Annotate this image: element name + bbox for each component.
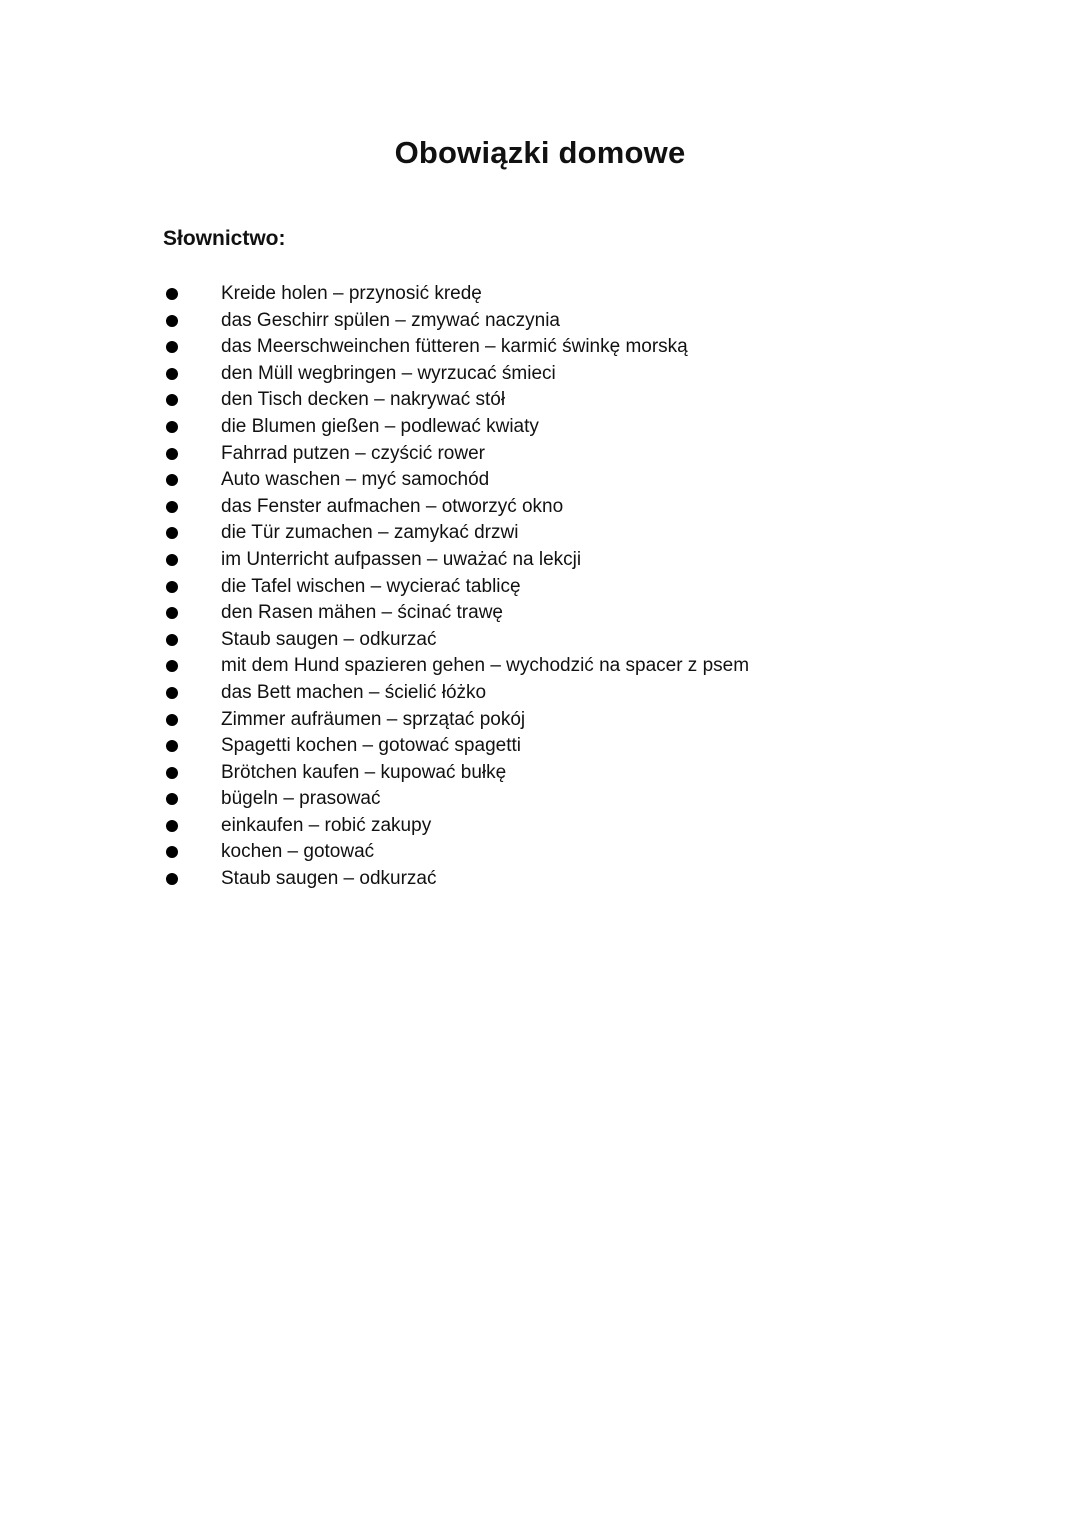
section-heading-vocabulary: Słownictwo: xyxy=(163,227,286,250)
list-item xyxy=(0,813,1080,840)
list-item xyxy=(0,600,1080,627)
bullet-icon xyxy=(166,421,178,433)
bullet-icon xyxy=(166,581,178,593)
vocabulary-entry: Zimmer aufräumen – sprzątać pokój xyxy=(221,708,526,730)
page-title: Obowiązki domowe xyxy=(394,135,686,170)
vocabulary-entry: Auto waschen – myć samochód xyxy=(221,469,490,491)
vocabulary-entry: bügeln – prasować xyxy=(221,788,381,810)
list-item xyxy=(0,786,1080,813)
list-item xyxy=(0,334,1080,361)
list-item xyxy=(0,494,1080,521)
bullet-icon xyxy=(166,660,178,672)
bullet-icon xyxy=(166,288,178,300)
vocabulary-entry: im Unterricht aufpassen – uważać na lekcji xyxy=(221,548,582,570)
bullet-icon xyxy=(166,687,178,699)
list-item xyxy=(0,547,1080,574)
list-item xyxy=(0,308,1080,335)
list-item xyxy=(0,281,1080,308)
list-item xyxy=(0,653,1080,680)
list-item xyxy=(0,733,1080,760)
vocabulary-list xyxy=(0,281,1080,893)
bullet-icon xyxy=(166,793,178,805)
bullet-icon xyxy=(166,820,178,832)
vocabulary-entry: den Tisch decken – nakrywać stół xyxy=(221,389,506,411)
list-item xyxy=(0,707,1080,734)
list-item xyxy=(0,866,1080,893)
vocabulary-entry: Staub saugen – odkurzać xyxy=(221,868,437,890)
vocabulary-entry: Kreide holen – przynosić kredę xyxy=(221,283,482,304)
list-item xyxy=(0,414,1080,441)
vocabulary-entry: die Tafel wischen – wycierać tablicę xyxy=(221,575,521,597)
vocabulary-entry: einkaufen – robić zakupy xyxy=(221,814,432,836)
vocabulary-entry: Spagetti kochen – gotować spagetti xyxy=(221,735,521,757)
vocabulary-entry: den Rasen mähen – ścinać trawę xyxy=(221,602,503,624)
vocabulary-entry: das Meerschweinchen fütteren – karmić świnkę morską xyxy=(221,336,688,358)
list-item xyxy=(0,839,1080,866)
bullet-icon xyxy=(166,527,178,539)
list-item xyxy=(0,680,1080,707)
vocabulary-entry: die Tür zumachen – zamykać drzwi xyxy=(221,522,519,544)
list-item xyxy=(0,760,1080,787)
vocabulary-entry: kochen – gotować xyxy=(221,841,375,863)
vocabulary-entry: Fahrrad putzen – czyścić rower xyxy=(221,442,485,464)
vocabulary-entry: das Geschirr spülen – zmywać naczynia xyxy=(221,309,560,331)
list-item xyxy=(0,627,1080,654)
bullet-icon xyxy=(166,873,178,885)
bullet-icon xyxy=(166,315,178,327)
vocabulary-entry: den Müll wegbringen – wyrzucać śmieci xyxy=(221,362,556,384)
bullet-icon xyxy=(166,607,178,619)
vocabulary-entry: die Blumen gießen – podlewać kwiaty xyxy=(221,415,539,437)
bullet-icon xyxy=(166,341,178,353)
vocabulary-entry: das Fenster aufmachen – otworzyć okno xyxy=(221,495,564,517)
list-item xyxy=(0,361,1080,388)
list-item xyxy=(0,574,1080,601)
bullet-icon xyxy=(166,767,178,779)
bullet-icon xyxy=(166,634,178,646)
list-item xyxy=(0,387,1080,414)
bullet-icon xyxy=(166,501,178,513)
vocabulary-entry: mit dem Hund spazieren gehen – wychodzić na spacer z psem xyxy=(221,655,750,677)
list-item xyxy=(0,520,1080,547)
bullet-icon xyxy=(166,368,178,380)
bullet-icon xyxy=(166,714,178,726)
vocabulary-entry: Brötchen kaufen – kupować bułkę xyxy=(221,761,507,783)
list-item xyxy=(0,467,1080,494)
bullet-icon xyxy=(166,474,178,486)
bullet-icon xyxy=(166,554,178,566)
list-item xyxy=(0,441,1080,468)
bullet-icon xyxy=(166,448,178,460)
vocabulary-entry: Staub saugen – odkurzać xyxy=(221,628,437,650)
bullet-icon xyxy=(166,740,178,752)
bullet-icon xyxy=(166,394,178,406)
bullet-icon xyxy=(166,846,178,858)
vocabulary-entry: das Bett machen – ścielić łóżko xyxy=(221,681,487,703)
